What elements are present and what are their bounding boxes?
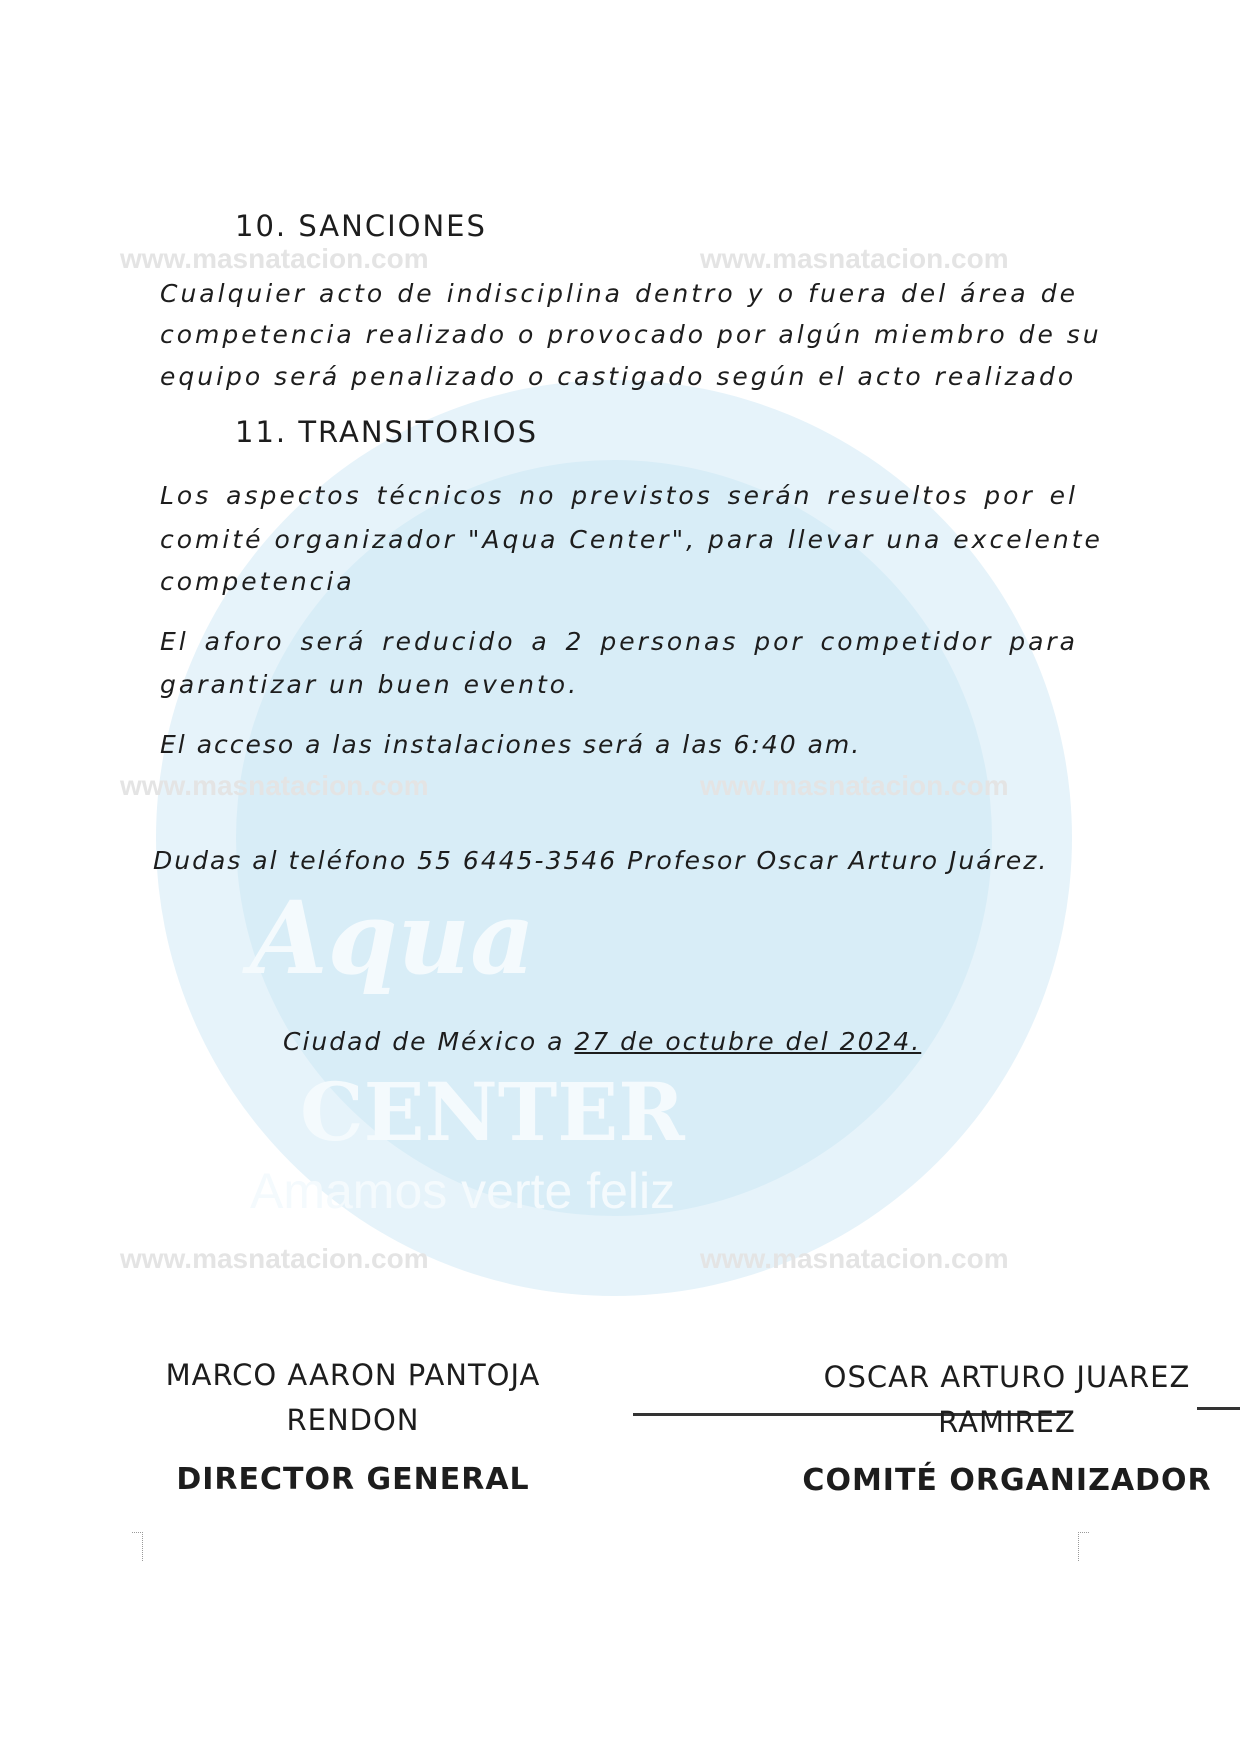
signatory-2-name-2: RAMIREZ — [938, 1405, 1076, 1439]
signatory-1-role: DIRECTOR GENERAL — [176, 1462, 530, 1497]
section-10-line: equipo será penalizado o castigado según el acto realizado — [160, 362, 1077, 391]
corner-mark — [132, 1532, 143, 1561]
watermark-text: www.masnatacion.com — [700, 243, 1009, 274]
place-date — [283, 1027, 921, 1057]
section-11-heading: 11. TRANSITORIOS — [235, 415, 538, 449]
watermark-text: www.masnatacion.com — [120, 1243, 429, 1274]
section-10-heading: 10. SANCIONES — [235, 209, 487, 243]
contact-line: Dudas al teléfono 55 6445-3546 Profesor Oscar Arturo Juárez. — [153, 846, 1049, 875]
watermark-text: www.masnatacion.com — [120, 770, 429, 801]
signatory-2-name: OSCAR ARTURO JUAREZ — [823, 1360, 1191, 1394]
section-11-line: garantizar un buen evento. — [160, 670, 580, 699]
watermark-text: www.masnatacion.com — [700, 770, 1009, 801]
section-11-line: competencia — [160, 567, 355, 596]
logo-brand-bottom: CENTER — [300, 1065, 685, 1159]
signatory-1-name: MARCO AARON PANTOJA — [165, 1358, 541, 1392]
section-11-line: Los aspectos técnicos no previstos serán resueltos por el — [160, 481, 1078, 510]
section-11-line: comité organizador "Aqua Center", para llevar una excelente — [160, 525, 1103, 554]
signatory-2-role: COMITÉ ORGANIZADOR — [802, 1463, 1212, 1498]
place-prefix: Ciudad de México a — [283, 1027, 575, 1056]
section-11-line: El aforo será reducido a 2 personas por competidor para — [160, 627, 1078, 656]
document-date: 27 de octubre del 2024. — [574, 1027, 922, 1056]
section-11-line: El acceso a las instalaciones será a las 6:40 am. — [160, 730, 862, 759]
logo-slogan: Amamos verte feliz — [250, 1163, 676, 1219]
watermark-text: www.masnatacion.com — [120, 243, 429, 274]
signatory-1-name-2: RENDON — [286, 1403, 420, 1437]
corner-mark — [1078, 1532, 1089, 1561]
logo-brand-top: Aqua — [250, 879, 536, 997]
section-10-line: competencia realizado o provocado por algún miembro de su — [160, 320, 1102, 349]
watermark-text: www.masnatacion.com — [700, 1243, 1009, 1274]
section-10-line: Cualquier acto de indisciplina dentro y o fuera del área de — [160, 279, 1078, 308]
